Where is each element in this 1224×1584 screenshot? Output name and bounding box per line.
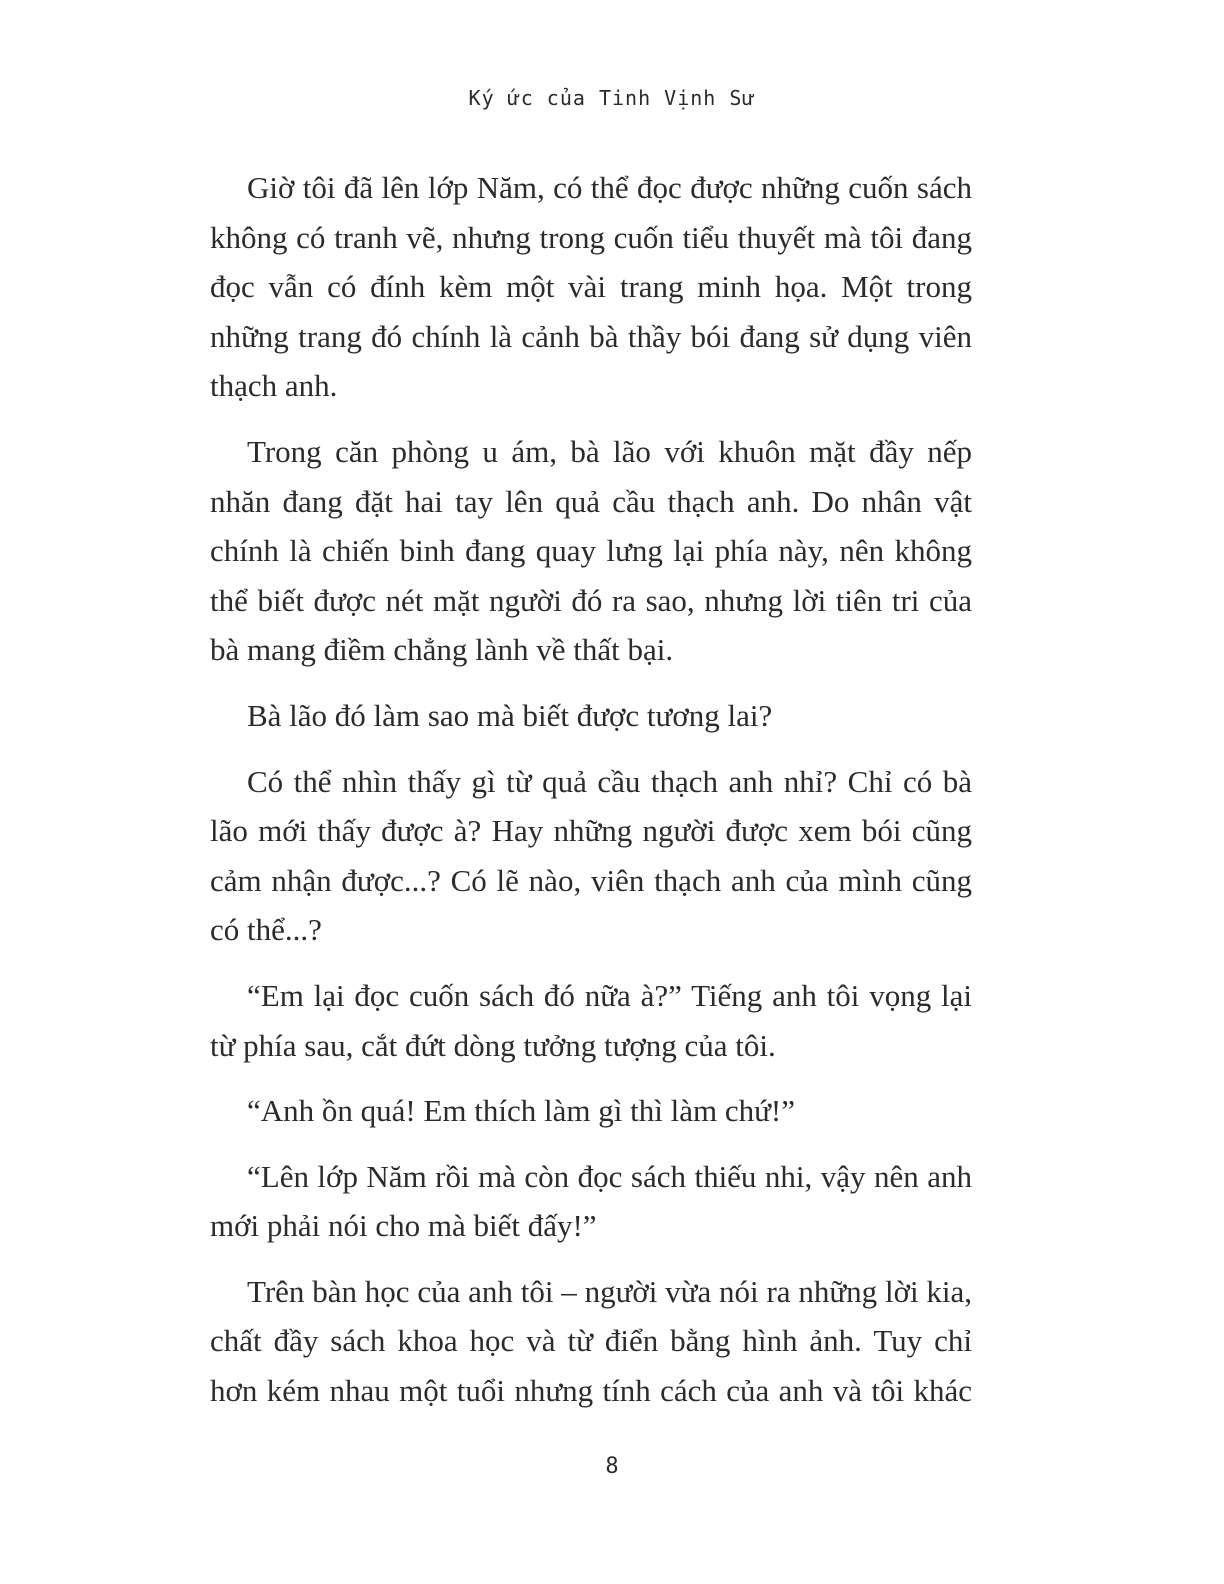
page-number: 8 [605,1454,619,1479]
paragraph: Có thể nhìn thấy gì từ quả cầu thạch anh nhỉ? Chỉ có bà lão mới thấy được à? Hay những người được xem bói cũng cảm nhận được...? Có lẽ nào, viên thạch anh của mình cũng có thể...? [210,763,972,948]
paragraph: “Lên lớp Năm rồi mà còn đọc sách thiếu nhi, vậy nên anh mới phải nói cho mà biết đấy!” [210,1158,972,1244]
body-text [210,163,972,1432]
paragraph: Trên bàn học của anh tôi – người vừa nói ra những lời kia, chất đầy sách khoa học và từ điển bằng hình ảnh. Tuy chỉ hơn kém nhau một tuổi nhưng tính cách của anh và tôi khác [210,1273,972,1409]
paragraph: Giờ tôi đã lên lớp Năm, có thể đọc được những cuốn sách không có tranh vẽ, nhưng trong cuốn tiểu thuyết mà tôi đang đọc vẫn có đính kèm một vài trang minh họa. Một trong những trang đó chính là cảnh bà thầy bói đang sử dụng viên thạch anh. [210,170,972,404]
running-header: Ký ức của Tinh Vịnh Sư [468,86,756,110]
paragraph: “Anh ồn quá! Em thích làm gì thì làm chứ!” [247,1093,795,1129]
paragraph: Bà lão đó làm sao mà biết được tương lai? [247,697,773,733]
paragraph: “Em lại đọc cuốn sách đó nữa à?” Tiếng anh tôi vọng lại từ phía sau, cắt đứt dòng tưởng tượng của tôi. [210,977,972,1063]
paragraph: Trong căn phòng u ám, bà lão với khuôn mặt đầy nếp nhăn đang đặt hai tay lên quả cầu thạch anh. Do nhân vật chính là chiến binh đang quay lưng lại phía này, nên không thể biết được nét mặt người đó ra sao, nhưng lời tiên tri của bà mang điềm chẳng lành về thất bại. [210,433,972,668]
